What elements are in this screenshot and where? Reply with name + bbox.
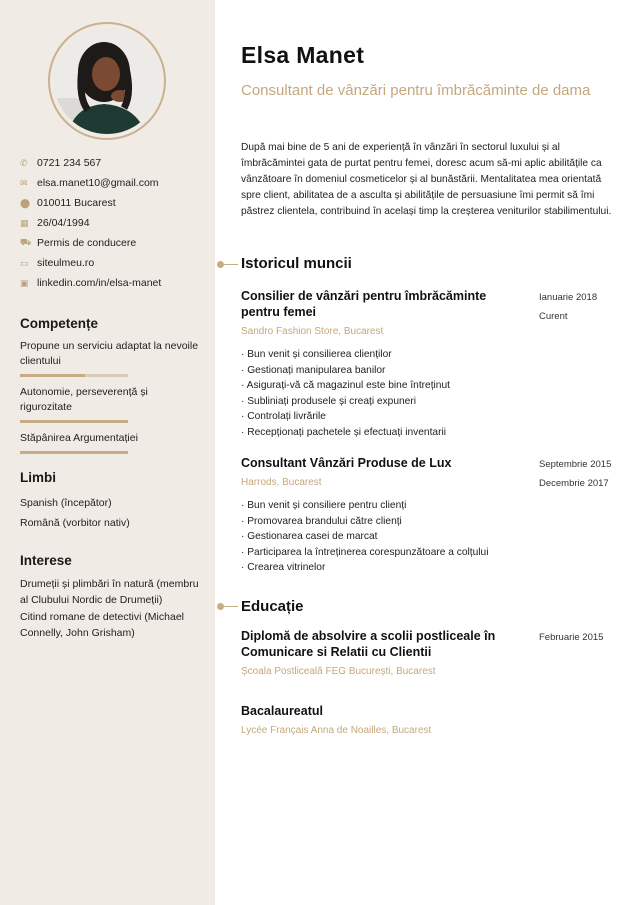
location-text: 010011 Bucarest [37,197,116,209]
duty-item: · Crearea vitrinelor [241,560,616,576]
email-icon: ✉ [20,177,28,188]
education-entry [241,703,616,736]
skill-level-fill [20,451,128,454]
duty-item: · Bun venit și consiliere pentru clienți [241,498,616,514]
contact-linkedin[interactable] [20,273,210,293]
duty-item: · Participarea la întreținerea corespunzătoare a colțului [241,545,616,561]
skill-item: Propune un serviciu adaptat la nevoile clientului [20,340,199,367]
skills-heading: Competențe [20,316,99,331]
languages-heading: Limbi [20,470,56,485]
skill-item: Stăpânirea Argumentației [20,432,138,444]
work-entry [241,455,616,576]
work-entry-start-date: Septembrie 2015 [539,459,612,470]
contact-license [20,233,210,253]
contact-website[interactable] [20,253,210,273]
phone-icon: ✆ [20,157,28,168]
work-history-heading: Istoricul muncii [241,255,352,272]
interest-item: Drumeții și plimbări în natură (membru al Clubului Nordic de Drumeții) [20,578,199,606]
language-item: Română (vorbitor nativ) [20,517,130,529]
skills-section [20,316,200,462]
profile-summary: După mai bine de 5 ani de experiență în vânzări în sectorul luxului și al îmbrăcămintei gata de purtat pentru femei, doresc acum să-mi aplic abilitățile ca vânzătoare în domeniul cosmeticelor și al bunăstării. Mentalitatea mea orientată spre client, abilitatea de a asculta și abilitățile de persuasiune îmi permit să îmi păstrez clientela, contribuind în același timp la creșterea veniturilor stabilimentului. [241,142,612,217]
skill-bar [20,374,128,377]
interest-item: Citind romane de detectivi (Michael Connelly, John Grisham) [20,611,184,639]
job-title: Consultant de vânzări pentru îmbrăcăminte de dama [241,82,591,99]
education-heading: Educație [241,598,304,615]
duty-item: · Gestionați manipularea banilor [241,363,616,379]
education-entry-school: Lycée Français Anna de Noailles, Bucarest [241,725,432,736]
work-entry-duties [241,347,616,440]
contact-birthdate [20,213,210,233]
work-entry-title: Consilier de vânzări pentru îmbrăcăminte pentru femei [241,289,487,319]
skill-bar [20,451,128,454]
education-entry-title: Bacalaureatul [241,704,323,718]
work-entry-start-date: Ianuarie 2018 [539,292,598,303]
education-entry-title: Diplomă de absolvire a scolii postliceale în Comunicare si Relatii cu Clientii [241,629,496,659]
education-entry-dates [539,628,619,647]
skill-level-fill [20,374,85,377]
calendar-icon: ▦ [20,217,29,228]
profile-photo-frame [48,22,166,140]
birthdate-text: 26/04/1994 [37,217,90,229]
duty-item: · Bun venit și consilierea clienților [241,347,616,363]
duty-item: · Subliniați produsele și creați expuneri [241,394,616,410]
work-entry-end-date: Decembrie 2017 [539,478,609,489]
education-entry [241,628,616,677]
license-text: Permis de conducere [37,237,137,249]
interests-section [20,553,205,642]
section-marker-dot [217,261,224,268]
duty-item: · Recepționați pachetele și efectuați inventarii [241,425,616,441]
profile-photo [54,28,160,134]
work-entry-duties [241,498,616,576]
duty-item: · Controlați livrările [241,409,616,425]
website-icon: ▭ [20,257,29,268]
sidebar [0,0,215,905]
skill-level-fill [20,420,128,423]
work-entry-end-date: Curent [539,311,568,322]
language-item: Spanish (începător) [20,497,112,509]
education-entry-date: Februarie 2015 [539,632,604,643]
duty-item: · Gestionarea casei de marcat [241,529,616,545]
interests-heading: Interese [20,553,72,568]
work-entry-dates [539,288,619,326]
duty-item: · Promovarea brandului către clienți [241,514,616,530]
section-marker-line [224,264,238,265]
candidate-name: Elsa Manet [241,42,365,68]
section-marker-line [224,606,238,607]
education-entry-school: Școala Postliceală FEG București, Bucarest [241,666,436,677]
work-entry-employer: Sandro Fashion Store, Bucarest [241,326,384,337]
contact-email[interactable] [20,173,210,193]
contact-list [20,153,210,293]
skill-item: Autonomie, perseverență și rigurozitate [20,386,148,413]
work-entry-employer: Harrods, Bucarest [241,477,322,488]
portrait-illustration [54,28,160,134]
work-entry [241,288,616,440]
languages-section [20,470,200,533]
work-entry-dates [539,455,619,493]
duty-item: · Asigurați-vă că magazinul este bine întreținut [241,378,616,394]
email-text[interactable]: elsa.manet10@gmail.com [37,177,159,189]
website-text[interactable]: siteulmeu.ro [37,257,95,269]
contact-phone [20,153,210,173]
linkedin-icon: ▣ [20,277,29,288]
linkedin-text[interactable]: linkedin.com/in/elsa-manet [37,277,162,289]
phone-text: 0721 234 567 [37,157,102,169]
skill-bar [20,420,128,423]
section-marker-dot [217,603,224,610]
work-entry-title: Consultant Vânzări Produse de Lux [241,456,452,470]
car-icon: ⛟ [20,237,32,247]
contact-location [20,193,210,213]
location-icon: ⬤ [20,197,31,208]
